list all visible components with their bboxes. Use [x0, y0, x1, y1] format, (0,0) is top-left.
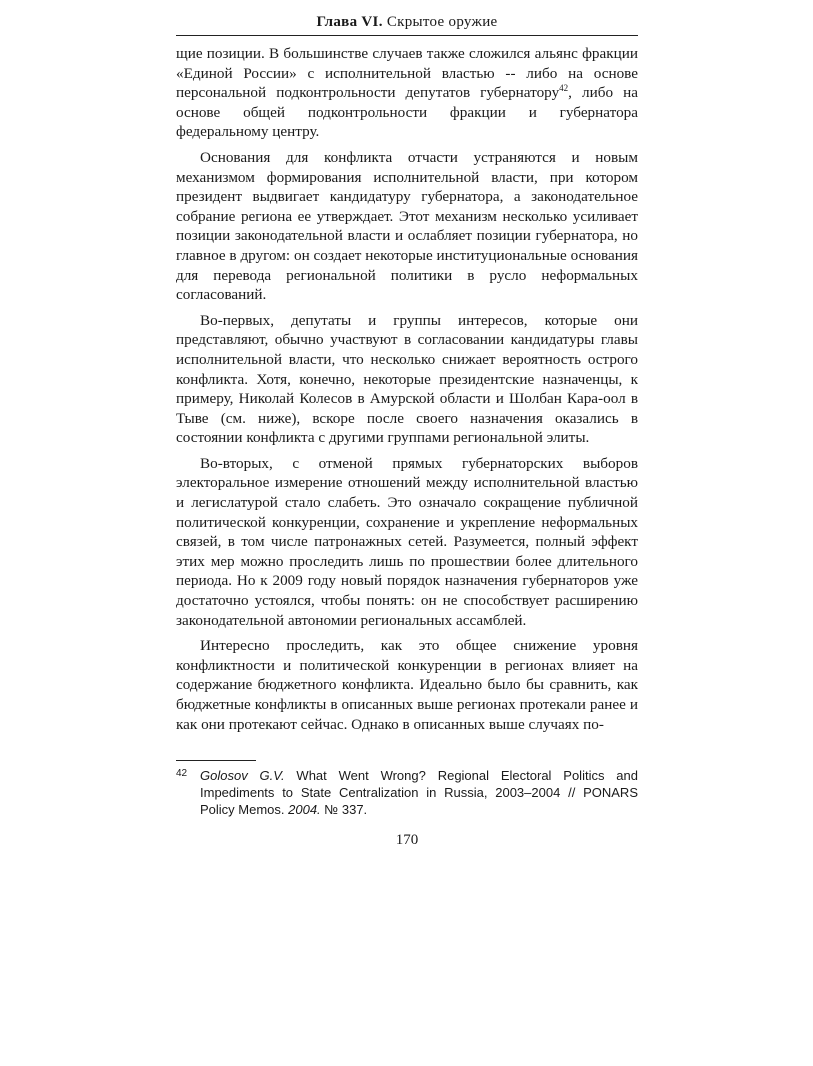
footnote-title: What Went Wrong? Regional Electoral Politics and Impediments to State Centralization in Russia, 2003–2004 // PONARS Policy Memos.	[200, 768, 638, 818]
page-number: 170	[395, 832, 419, 849]
footnote-text	[200, 767, 638, 818]
book-page	[176, 14, 638, 849]
paragraph-5: Интересно проследить, как это общее снижение уровня конфликтности и политической конкуренции в регионах влияет на содержание бюджетного конфликта. Идеально было бы сравнить, как бюджетные конфликты в описанных выше регионах протекали ранее и как они протекают сейчас. Однако в описанных выше случаях по-	[176, 637, 638, 733]
running-head	[176, 14, 638, 36]
footnote	[176, 767, 638, 818]
paragraph-2: Основания для конфликта отчасти устраняются и новым механизмом формирования исполнительной власти, при котором президент выдвигает кандидатуру губернатора, а законодательное собрание региона ее утверждает. Этот механизм несколько усиливает позиции законодательной власти и ослабляет позиции губернатора, но главное в другом: он создает некоторые институциональные основания для перевода региональной политики в русло неформальных согласований.	[176, 148, 638, 304]
footnote-divider	[176, 760, 256, 761]
paragraph-1	[176, 44, 638, 142]
footnote-reference: 42	[559, 83, 569, 94]
chapter-title: Скрытое оружие	[386, 14, 498, 30]
paragraph-3: Во-первых, депутаты и группы интересов, которые они представляют, обычно участвуют в согласовании кандидатуры главы исполнительной власти, что несколько снижает вероятность острого конфликта. Хотя, конечно, некоторые президентские назначенцы, к примеру, Николай Колесов в Амурской области и Шолбан Кара-оол в Тыве (см. ниже), вскоре после своего назначения оказались в состоянии конфликта с другими группами региональной элиты.	[176, 311, 638, 447]
paragraph-1-text-after: , либо на основе общей подконтрольности фракции и губернатора федеральному центру.	[176, 84, 639, 141]
footnote-year: 2004.	[288, 802, 321, 818]
footnote-author: Golosov G.V.	[200, 768, 285, 784]
footnote-number: 42	[176, 768, 188, 780]
body-text	[176, 44, 638, 734]
paragraph-1-text-before: щие позиции. В большинстве случаев также сложился альянс фракции «Единой России» с исполнительной властью -- либо на основе персональной подконтрольности депутатов губернатору	[176, 45, 638, 102]
footnote-issue: № 337.	[320, 802, 368, 818]
chapter-label: Глава VI.	[316, 14, 383, 30]
paragraph-4: Во-вторых, с отменой прямых губернаторских выборов электоральное измерение отношений между исполнительной властью и легислатурой стало слабеть. Это означало сокращение публичной политической конкуренции, сохранение и укрепление неформальных связей, в том числе патронажных сетей. Разумеется, полный эффект этих мер можно проследить лишь по прошествии более длительного периода. Но к 2009 году новый порядок назначения губернаторов уже достаточно устоялся, чтобы понять: он не способствует расширению законодательной автономии региональных ассамблей.	[176, 454, 638, 629]
